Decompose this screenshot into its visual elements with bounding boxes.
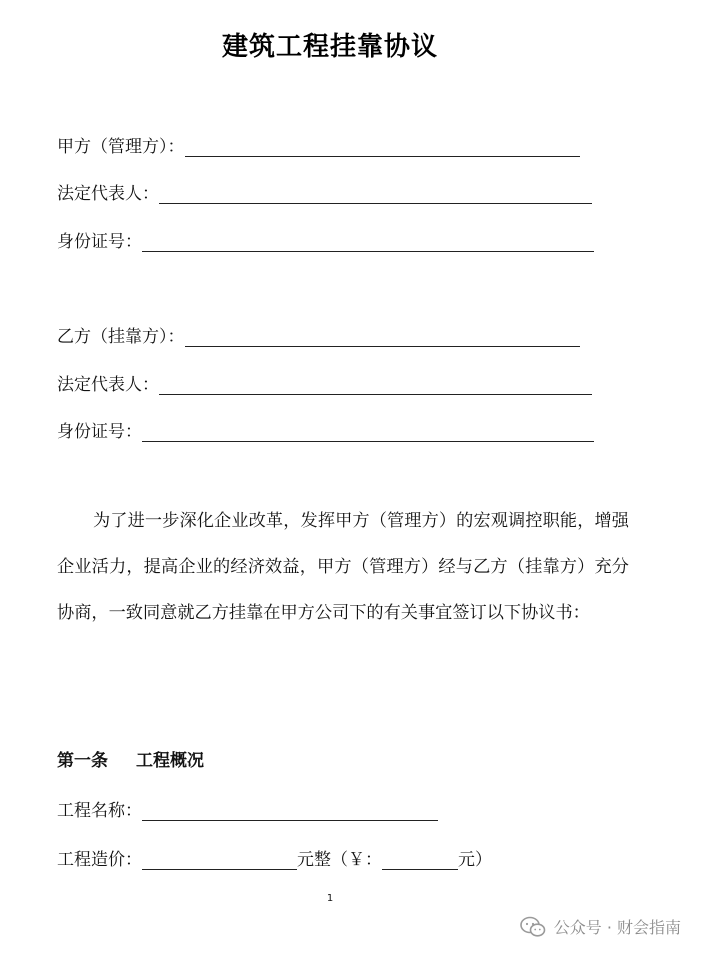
party-a-blank[interactable] (185, 138, 580, 157)
amount-words-suffix: 元整（￥： (297, 850, 382, 870)
article-number: 第一条 (57, 751, 108, 771)
project-name-field (57, 796, 438, 821)
party-b-id-label: 身份证号： (57, 422, 142, 442)
document-title: 建筑工程挂靠协议 (221, 32, 438, 62)
party-a-rep-field (57, 179, 592, 204)
party-a-rep-label: 法定代表人： (57, 184, 159, 204)
party-a-id-blank[interactable] (142, 233, 594, 252)
party-a-id-label: 身份证号： (57, 232, 142, 252)
page-number: 1 (326, 893, 334, 904)
project-name-blank[interactable] (142, 802, 438, 821)
project-name-label: 工程名称： (57, 801, 142, 821)
party-a-field (57, 132, 580, 157)
amount-number-suffix: 元） (458, 850, 492, 870)
article-title: 工程概况 (136, 751, 204, 771)
party-b-id-blank[interactable] (142, 423, 594, 442)
project-cost-words-blank[interactable] (142, 851, 297, 870)
project-cost-label: 工程造价： (57, 850, 142, 870)
party-b-id-field (57, 417, 594, 442)
party-b-rep-blank[interactable] (159, 376, 592, 395)
wechat-icon (520, 916, 546, 938)
party-a-id-field (57, 227, 594, 252)
party-b-rep-field (57, 370, 592, 395)
project-cost-number-blank[interactable] (382, 851, 458, 870)
watermark (520, 915, 681, 938)
article-1-heading (57, 746, 204, 771)
party-b-field (57, 322, 580, 347)
party-b-blank[interactable] (185, 328, 580, 347)
party-b-label: 乙方（挂靠方）： (57, 327, 185, 347)
watermark-text: 公众号 · 财会指南 (553, 918, 681, 937)
party-a-label: 甲方（管理方）： (57, 137, 185, 157)
project-cost-field (57, 845, 492, 870)
preamble-paragraph: 为了进一步深化企业改革，发挥甲方（管理方）的宏观调控职能，增强企业活力，提高企业的经济效益，甲方（管理方）经与乙方（挂靠方）充分协商，一致同意就乙方挂靠在甲方公司下的有关事宜签订以下协议书： (57, 511, 629, 623)
party-a-rep-blank[interactable] (159, 185, 592, 204)
party-b-rep-label: 法定代表人： (57, 375, 159, 395)
